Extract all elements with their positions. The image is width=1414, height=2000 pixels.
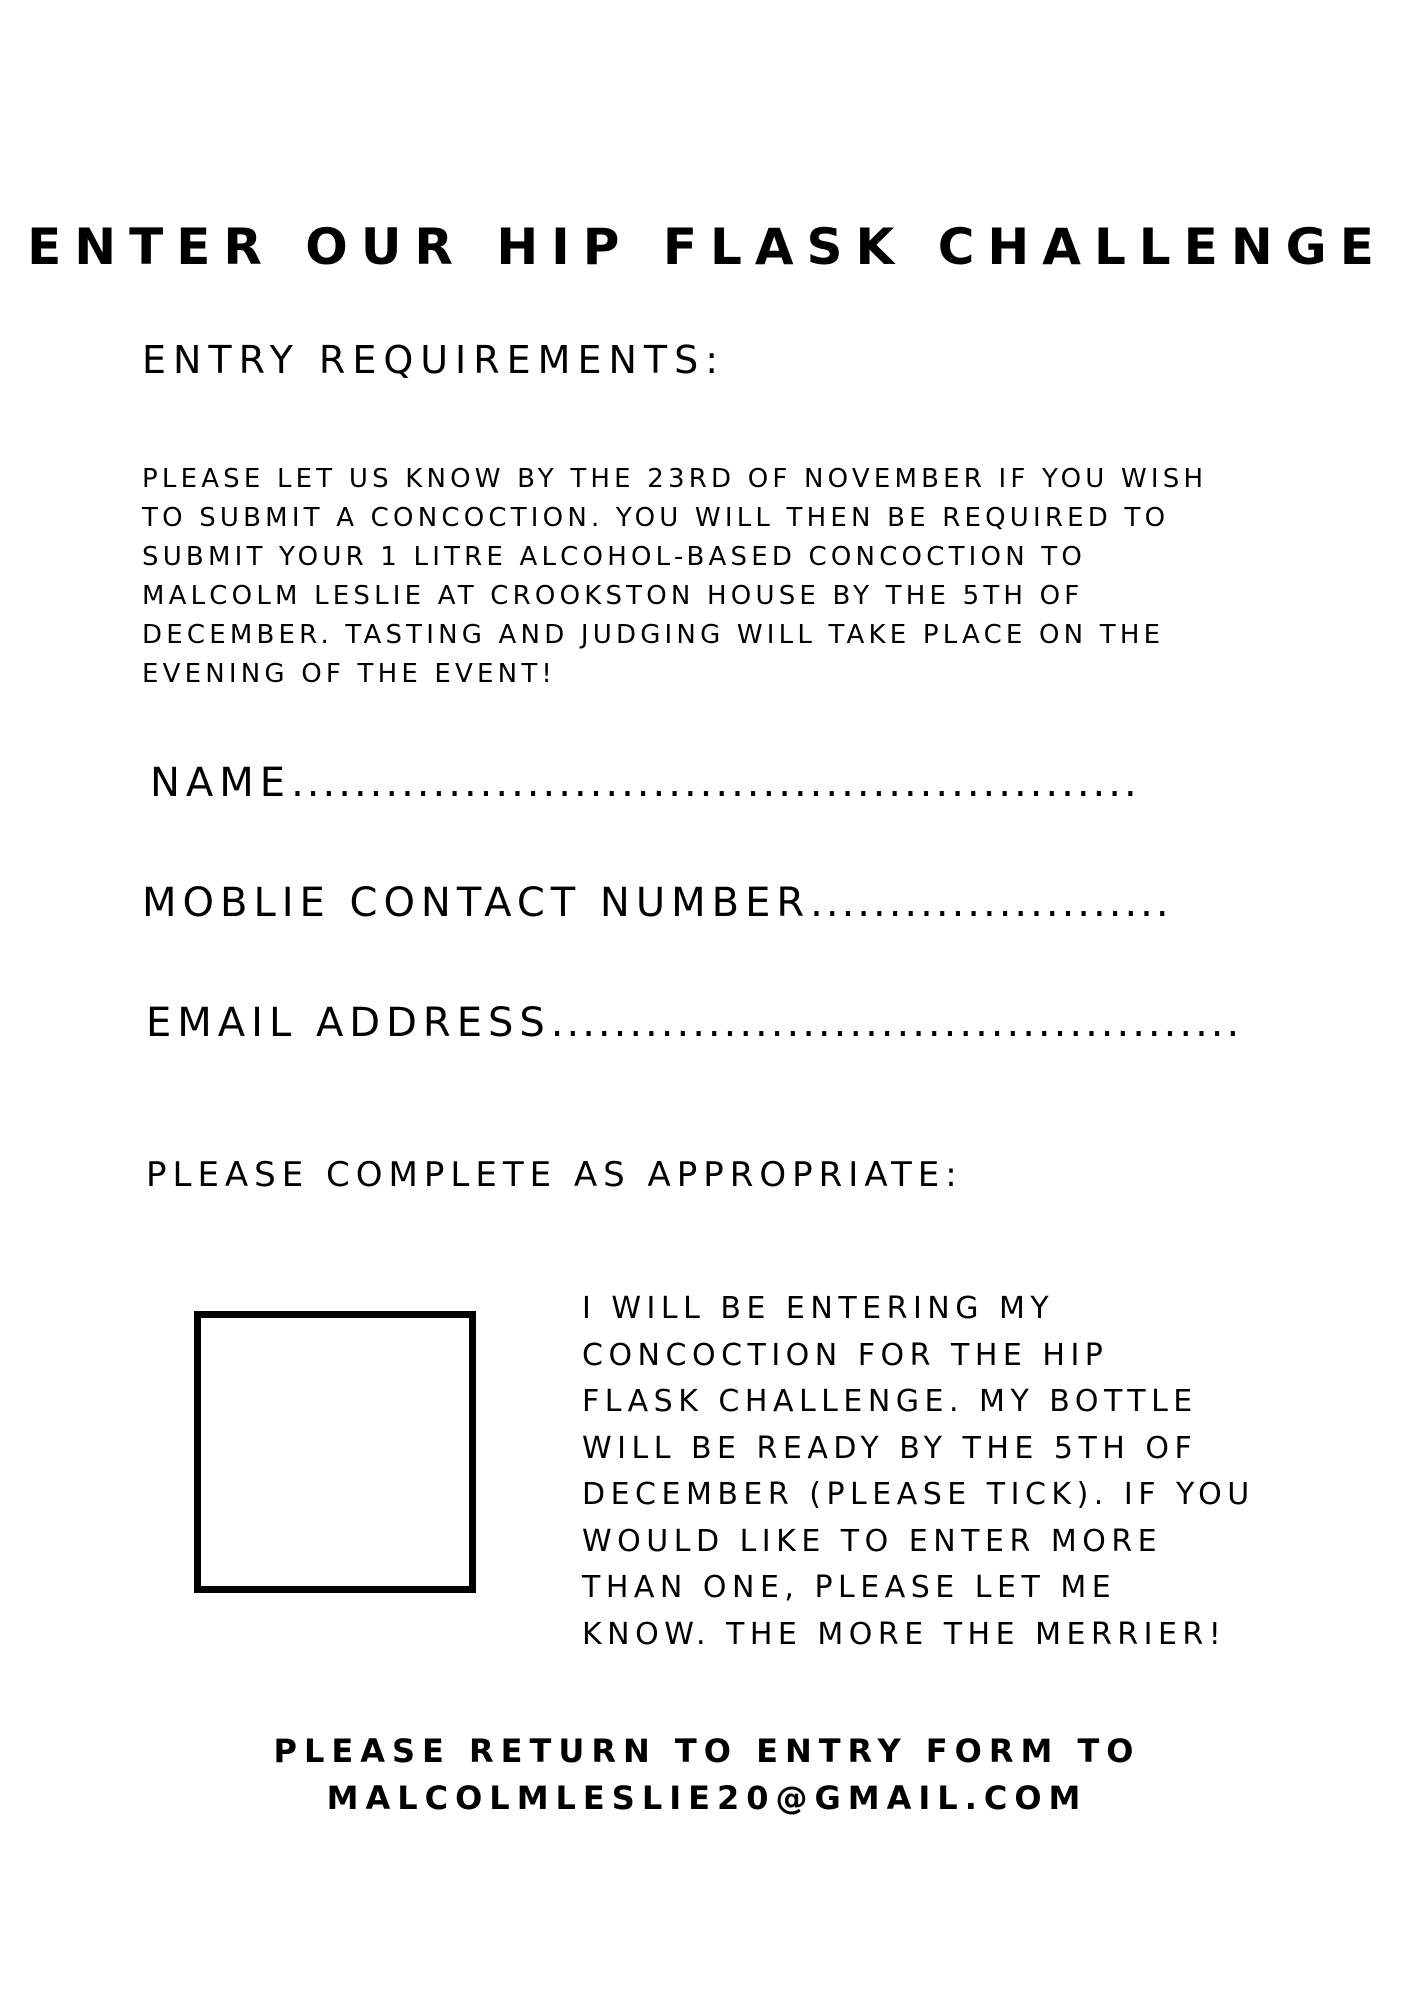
requirements-line: EVENING OF THE EVENT! bbox=[142, 659, 557, 689]
mobile-number-field[interactable] bbox=[142, 880, 1172, 926]
requirements-line: PLEASE LET US KNOW BY THE 23RD OF NOVEMBER IF YOU WISH bbox=[142, 464, 1208, 494]
return-email-address[interactable]: MALCOLMLESLIE20@GMAIL.COM bbox=[326, 1779, 1088, 1817]
mobile-number-entry-line[interactable]: ....................... bbox=[810, 880, 1172, 926]
tick-statement-line: FLASK CHALLENGE. MY BOTTLE bbox=[582, 1384, 1198, 1419]
requirements-line: SUBMIT YOUR 1 LITRE ALCOHOL-BASED CONCOCTION TO bbox=[142, 542, 1087, 572]
tick-statement-line: WOULD LIKE TO ENTER MORE bbox=[582, 1523, 1163, 1559]
mobile-number-label: MOBLIE CONTACT NUMBER bbox=[142, 880, 811, 926]
tick-statement-line: I WILL BE ENTERING MY bbox=[582, 1291, 1055, 1326]
email-address-field[interactable] bbox=[146, 1000, 1242, 1046]
email-address-label: EMAIL ADDRESS bbox=[146, 1000, 551, 1046]
entry-requirements-text bbox=[142, 460, 1292, 694]
name-label: NAME bbox=[150, 760, 292, 806]
entry-requirements-heading: ENTRY REQUIREMENTS: bbox=[142, 338, 726, 382]
return-instruction-line: PLEASE RETURN TO ENTRY FORM TO bbox=[273, 1732, 1141, 1770]
requirements-line: TO SUBMIT A CONCOCTION. YOU WILL THEN BE REQUIRED TO bbox=[142, 503, 1170, 533]
entry-tick-checkbox[interactable] bbox=[194, 1311, 476, 1593]
tick-statement-line: DECEMBER (PLEASE TICK). IF YOU bbox=[582, 1477, 1255, 1512]
requirements-line: DECEMBER. TASTING AND JUDGING WILL TAKE PLACE ON THE bbox=[142, 620, 1165, 650]
name-entry-line[interactable]: ...................................................... bbox=[291, 760, 1140, 806]
email-address-entry-line[interactable]: ............................................ bbox=[550, 1000, 1243, 1046]
tick-statement-line: THAN ONE, PLEASE LET ME bbox=[582, 1570, 1117, 1605]
name-field[interactable] bbox=[150, 760, 1140, 806]
page-title: ENTER OUR HIP FLASK CHALLENGE bbox=[27, 218, 1387, 276]
tick-statement-line: KNOW. THE MORE THE MERRIER! bbox=[582, 1616, 1227, 1652]
complete-as-appropriate-heading: PLEASE COMPLETE AS APPROPRIATE: bbox=[146, 1155, 963, 1195]
requirements-line: MALCOLM LESLIE AT CROOKSTON HOUSE BY THE 5TH OF bbox=[142, 581, 1084, 611]
return-instructions bbox=[0, 1728, 1414, 1822]
tick-statement-line: WILL BE READY BY THE 5TH OF bbox=[582, 1430, 1198, 1466]
tick-statement bbox=[582, 1286, 1255, 1658]
tick-statement-line: CONCOCTION FOR THE HIP bbox=[582, 1337, 1109, 1373]
